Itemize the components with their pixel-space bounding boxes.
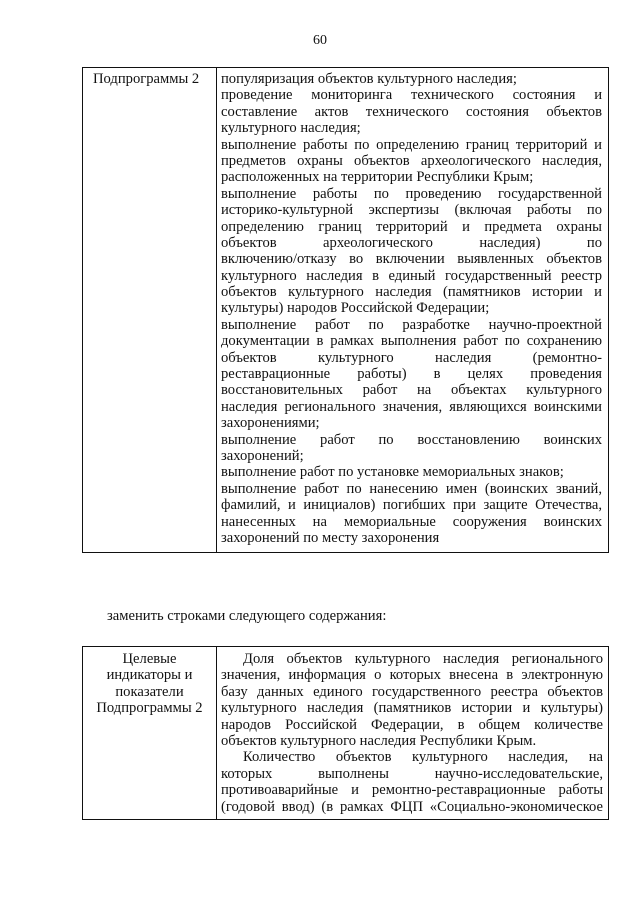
text-line: выполнение работ по установке мемориальных знаков; [221,464,564,481]
text-line: документации в рамках выполнения работ по сохранению [221,333,602,350]
text-line: захоронениями; [221,415,320,432]
text-line: (годовой ввод) (в рамках ФЦП «Социально-экономическое [221,798,603,815]
text-line: фамилий, и инициалов) погибших при защите Отечества, [221,497,602,514]
text-line: восстановительных работ на объектах культурного [221,382,602,399]
label-line: индикаторы и [106,667,193,684]
text-line: захоронений; [221,447,304,464]
text-line: культурного наследия (памятников истории и культуры) [221,700,603,717]
text-line: которых выполнены научно-исследовательские, [221,765,603,782]
replace-caption: заменить строками следующего содержания: [107,608,387,624]
text-line: противоаварийные и ремонтно-реставрационные работы [221,782,603,799]
text-line: выполнение работ по разработке научно-проектной [221,316,602,333]
label-line: показатели [115,683,184,700]
row-label-cell [83,68,217,553]
label-line: Подпрограммы 2 [96,700,203,717]
text-line: Доля объектов культурного наследия регионального [243,651,603,667]
table-row [83,68,609,553]
text-line: выполнение работ по нанесению имен (воинских званий, [221,480,602,497]
text-line: культурного наследия; [221,120,361,137]
text-line: выполнение работы по проведению государственной [221,185,602,202]
indicator-list [221,651,603,815]
target-indicators-table [82,646,609,820]
text-line: культуры) народов Российской Федерации; [221,300,490,317]
text-line: нанесенных на мемориальные сооружения воинских [221,513,602,530]
text-line: объектов культурного наследия (ремонтно- [221,349,602,366]
text-line: предметов охраны объектов археологического наследия, [221,152,602,169]
text-line: значения, информация о которых внесена в электронную [221,667,603,684]
text-line: Количество объектов культурного наследия, на [243,749,603,766]
text-line: популяризация объектов культурного наследия; [221,71,517,87]
text-line: выполнение работ по восстановлению воинских [221,431,602,448]
label-line: Целевые [122,651,177,667]
text-line: реставрационные работы) в целях проведения [221,366,602,383]
text-line: объектов культурного наследия (памятников истории и [221,284,602,301]
text-line: базу данных единого государственного реестра объектов [221,683,603,700]
row-content-cell [217,647,609,820]
row-label [85,651,214,717]
subprogram-tasks-table [82,67,609,553]
page-number: 60 [313,33,327,48]
text-line: историко-культурной экспертизы (включая работы по [221,202,602,219]
text-line: включению/отказу во включении выявленных объектов [221,251,602,268]
row-label: Подпрограммы 2 [93,71,200,87]
text-line: проведение мониторинга технического состояния и [221,87,602,104]
text-line: объектов культурного наследия Республики Крым. [221,732,537,749]
text-line: определению границ территорий и предмета охраны [221,218,602,235]
text-line: расположенных на территории Республики Крым; [221,169,534,186]
text-line: объектов археологического наследия) по [221,234,602,251]
task-list [221,71,602,546]
row-content-cell [217,68,609,553]
row-label-cell [83,647,217,820]
text-line: культурного наследия в единый государственный реестр [221,267,602,284]
text-line: захоронений по месту захоронения [221,529,440,546]
text-line: составление актов технического состояния объектов [221,103,602,120]
text-line: народов Российской Федерации, в общем количестве [221,716,603,733]
text-line: выполнение работы по определению границ территорий и [221,136,602,153]
table-row [83,647,609,820]
text-line: наследия регионального значения, являющихся воинскими [221,398,602,415]
